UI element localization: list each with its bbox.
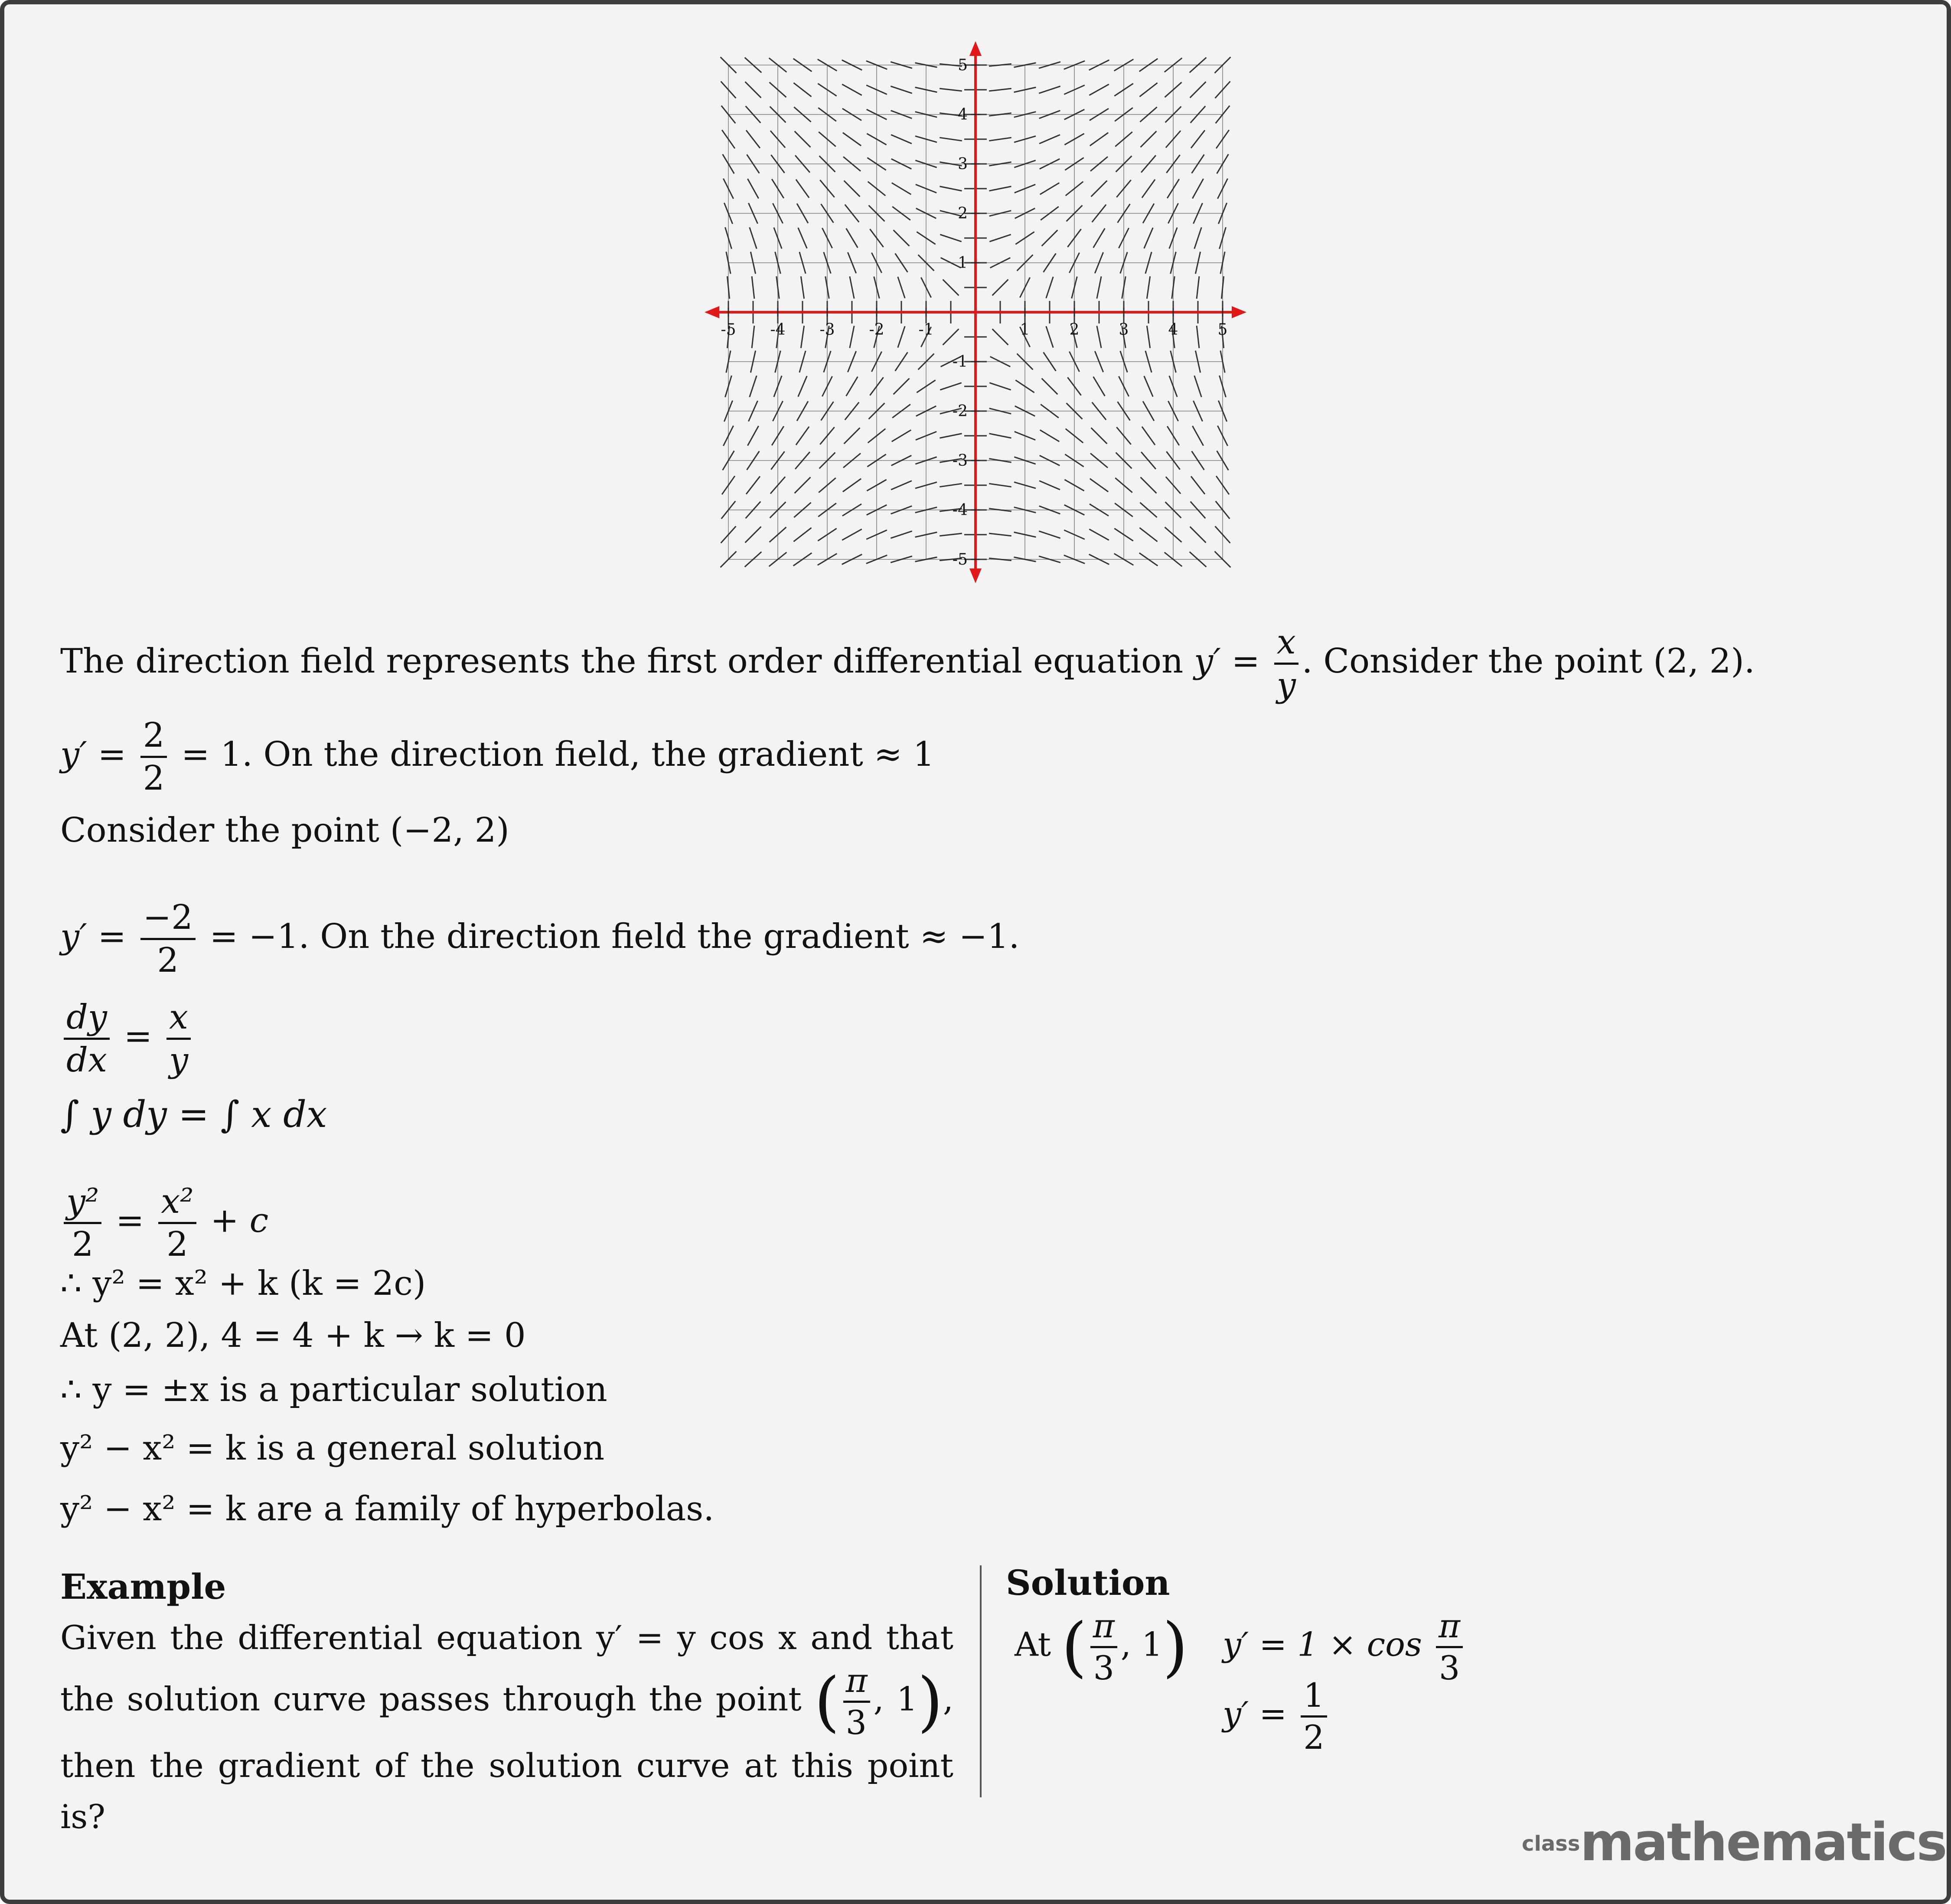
yprime-label: y′ = — [60, 917, 126, 956]
slope-segment — [1142, 427, 1155, 445]
x-tick-label: 3 — [1119, 321, 1129, 339]
column-divider — [980, 1565, 982, 1797]
slope-segment — [746, 130, 760, 148]
slope-segment — [992, 329, 1008, 345]
slope-segment — [745, 82, 761, 98]
slope-segment — [1141, 131, 1157, 147]
slope-segment — [989, 483, 1011, 487]
slope-segment — [1197, 326, 1199, 348]
slope-segment — [1093, 377, 1105, 396]
slope-segment — [1197, 276, 1199, 299]
slope-segment — [1089, 529, 1109, 540]
y-tick-label: 4 — [958, 106, 968, 124]
slope-segment — [745, 527, 761, 543]
gradient-text-2: = −1. On the direction field the gradient ≈ −1. — [209, 917, 1020, 956]
fraction-x-over-y: $\frac{x}{y}$ — [166, 999, 191, 1078]
slope-segment — [750, 376, 757, 397]
x-tick-label: -1 — [918, 321, 934, 339]
x-axis-arrow-left — [705, 306, 719, 318]
y-tick-label: 1 — [958, 254, 968, 272]
slope-segment — [992, 280, 1008, 296]
example-heading: Example — [60, 1566, 226, 1607]
slope-segment — [793, 528, 811, 542]
solution-step-2: y′ = — [1223, 1694, 1287, 1733]
general-k-line: ∴ y² = x² + k (k = 2c) — [60, 1264, 426, 1303]
y-axis-arrow-up — [969, 41, 982, 56]
example-point: , 1 — [873, 1679, 918, 1718]
solution-row-1: At ( $\frac{\pi}{3}$ , 1) y′ = 1 × cos $\frac{\pi}{3}$ — [1006, 1604, 1656, 1669]
slope-segment — [801, 326, 804, 348]
x-tick-label: -2 — [869, 321, 884, 339]
logo-small-text: class — [1522, 1832, 1580, 1856]
slope-segment — [1042, 379, 1058, 395]
slope-segment — [752, 326, 754, 348]
slope-segment — [943, 329, 959, 345]
slope-segment — [1039, 135, 1060, 144]
slope-segment — [1192, 426, 1203, 445]
fraction-2-over-2: $\frac{2}{2}$ — [140, 718, 167, 796]
slope-segment — [844, 428, 860, 444]
slope-segment — [940, 88, 962, 91]
slope-segment — [940, 383, 961, 390]
slope-segment — [1147, 276, 1150, 298]
y-tick-label: 2 — [958, 205, 968, 222]
slope-segment — [1039, 531, 1060, 538]
fraction-ysq-over-2: $\frac{\text{y²}}{2}$ — [64, 1184, 101, 1262]
slope-segment — [940, 434, 962, 438]
y-axis-arrow-down — [969, 568, 982, 583]
slope-segment — [1046, 326, 1053, 347]
y-tick-label: 5 — [958, 56, 968, 74]
slope-segment — [843, 133, 861, 146]
slope-segment — [1091, 181, 1107, 197]
fraction-xsq-over-2: $\frac{\text{x²}}{2}$ — [158, 1184, 196, 1262]
solution-block — [1006, 1561, 1656, 1757]
slope-segment — [989, 137, 1011, 140]
slope-segment — [1190, 527, 1206, 543]
slope-segment — [1042, 230, 1058, 246]
example-question: Given the differential equation y′ = y cos x and that the solution curve passes through the point — [60, 1618, 953, 1718]
slope-segment — [795, 477, 811, 493]
slope-segment — [1093, 229, 1105, 248]
slope-segment — [1090, 133, 1108, 146]
solution-row-2 — [1006, 1669, 1656, 1757]
slope-segment — [795, 131, 811, 147]
y-tick-label: -2 — [952, 402, 968, 420]
y-tick-label: 3 — [958, 155, 968, 173]
x-tick-label: -5 — [721, 321, 736, 339]
slope-segment — [798, 228, 807, 248]
slope-segment — [801, 276, 804, 298]
slope-segment — [1147, 326, 1150, 348]
slope-segment — [1091, 428, 1107, 444]
intro-line — [60, 624, 1755, 703]
slope-segment — [1191, 130, 1205, 148]
slope-segment — [1040, 183, 1060, 195]
y-tick-label: -4 — [952, 501, 968, 519]
slope-segment — [752, 276, 754, 299]
slope-segment — [842, 529, 861, 540]
slope-segment — [1192, 179, 1203, 198]
slope-segment — [940, 137, 962, 140]
fraction-neg2-over-2: $\frac{-2}{2}$ — [140, 900, 196, 978]
fraction-pi-over-3: $\frac{\pi}{3}$ — [843, 1663, 870, 1740]
y-tick-label: -5 — [952, 551, 968, 568]
slope-segment — [850, 277, 854, 299]
integral-right: ∫ x dx — [220, 1093, 327, 1136]
slope-segment — [844, 181, 860, 197]
intro-point: . Consider the point (2, 2). — [1302, 642, 1755, 681]
fraction-1-over-2: $\frac{1}{2}$ — [1301, 1678, 1327, 1755]
solution-at: At — [1015, 1625, 1051, 1664]
example-question-end: , then the gradient of the solution curve at this point is? — [60, 1679, 953, 1836]
slope-segment — [989, 434, 1011, 438]
particular-solution-line: ∴ y = ±x is a particular solution — [60, 1370, 607, 1409]
slope-segment — [891, 135, 912, 144]
fraction-dy-dx: $\frac{dy}{dx}$ — [64, 999, 110, 1078]
slope-segment — [940, 483, 962, 487]
slope-segment — [747, 179, 758, 198]
slope-segment — [989, 235, 1011, 242]
gradient-text-1: = 1. On the direction field, the gradient ≈ 1 — [181, 735, 935, 774]
class-mathematics-logo — [1522, 1813, 1946, 1873]
slope-segment — [750, 227, 757, 248]
slope-segment — [989, 383, 1011, 390]
slope-segment — [898, 326, 905, 347]
yprime-label: y′ = — [60, 735, 126, 774]
x-axis-arrow-right — [1232, 306, 1246, 318]
slope-segment — [842, 84, 861, 95]
x-tick-label: 2 — [1069, 321, 1080, 339]
slope-segment — [891, 481, 912, 490]
integrated-equation: $\frac{\text{y²}}{2}$ = $\frac{\text{x²}}{2}$ + c — [60, 1184, 268, 1262]
slope-segment — [1139, 528, 1157, 542]
slope-segment — [1142, 180, 1155, 198]
x-tick-label: 5 — [1217, 321, 1228, 339]
fraction-pi-over-3: $\frac{\pi}{3}$ — [1090, 1609, 1117, 1685]
slope-segment — [1194, 376, 1201, 397]
slope-segment — [989, 186, 1011, 191]
slope-segment — [894, 379, 910, 395]
example-text: Given the differential equation y′ = y cos x and that the solution curve passes through the point ( $\frac{\pi}{3}$ , 1), then the gradient of the solution curve at this point is? — [60, 1618, 953, 1836]
gradient-line-1 — [60, 718, 934, 796]
y-tick-label: -3 — [952, 452, 968, 470]
slope-segment — [1194, 227, 1201, 248]
slope-segment — [796, 427, 809, 445]
slope-segment — [940, 186, 962, 191]
slope-segment — [1144, 228, 1153, 248]
example-block — [60, 1561, 953, 1842]
slope-segment — [1040, 430, 1060, 442]
slope-segment — [846, 377, 858, 396]
slope-segment — [898, 277, 905, 298]
slope-segment — [943, 280, 959, 296]
slope-segment — [1090, 479, 1108, 492]
slope-segment — [1039, 86, 1060, 93]
slope-segment — [747, 426, 758, 445]
slope-segment — [892, 430, 911, 442]
integral-line — [60, 1093, 327, 1136]
solution-point: , 1 — [1120, 1625, 1163, 1664]
slope-segment — [892, 183, 911, 195]
x-tick-label: -4 — [770, 321, 786, 339]
fraction-x-over-y: $\frac{x}{y}$ — [1274, 624, 1298, 703]
solution-heading: Solution — [1006, 1562, 1170, 1603]
slope-segment — [989, 88, 1011, 91]
solution-step-1: y′ = 1 × cos — [1223, 1625, 1422, 1664]
slope-segment — [796, 180, 809, 198]
plus-c: + c — [210, 1201, 269, 1240]
slope-segment — [1089, 84, 1109, 95]
slope-segment — [1190, 82, 1206, 98]
slope-segment — [843, 479, 861, 492]
slope-segment — [989, 533, 1011, 536]
yprime-label: y′ = — [1194, 642, 1260, 681]
at-point-line: At (2, 2), 4 = 4 + k → k = 0 — [60, 1316, 526, 1355]
slope-segment — [1139, 83, 1157, 97]
slope-segment — [846, 229, 858, 248]
slope-segment — [891, 86, 912, 93]
slope-segment — [1144, 376, 1153, 397]
slope-segment — [891, 531, 912, 538]
slope-segment — [940, 235, 961, 242]
logo-big-text: mathematics — [1580, 1813, 1946, 1873]
slope-segment — [1097, 277, 1101, 299]
hyperbola-line: y² − x² = k are a family of hyperbolas. — [60, 1489, 714, 1528]
slope-segment — [850, 326, 854, 348]
x-tick-label: 1 — [1020, 321, 1030, 339]
slope-segment — [1141, 477, 1157, 493]
x-tick-label: 4 — [1168, 321, 1178, 339]
slope-segment — [1046, 277, 1053, 298]
direction-field-plot — [694, 30, 1257, 594]
x-tick-label: -3 — [819, 321, 835, 339]
slope-segment — [746, 476, 760, 494]
slope-segment — [793, 83, 811, 97]
slope-segment — [798, 376, 807, 397]
general-solution-line: y² − x² = k is a general solution — [60, 1429, 605, 1468]
consider-line: Consider the point (−2, 2) — [60, 811, 509, 850]
gradient-line-2 — [60, 900, 1019, 978]
fraction-pi-over-3: $\frac{\pi}{3}$ — [1436, 1609, 1463, 1685]
slope-segment — [940, 533, 962, 536]
y-tick-label: -1 — [952, 353, 968, 371]
slope-segment — [894, 230, 910, 246]
slope-segment — [1097, 326, 1101, 348]
separable-equation: $\frac{dy}{dx}$ = $\frac{x}{y}$ — [60, 999, 194, 1078]
intro-text: The direction field represents the first order differential equation — [60, 642, 1184, 681]
slope-segment — [1039, 481, 1060, 490]
integral-left: ∫ y dy = — [60, 1093, 209, 1136]
slope-segment — [1191, 476, 1205, 494]
